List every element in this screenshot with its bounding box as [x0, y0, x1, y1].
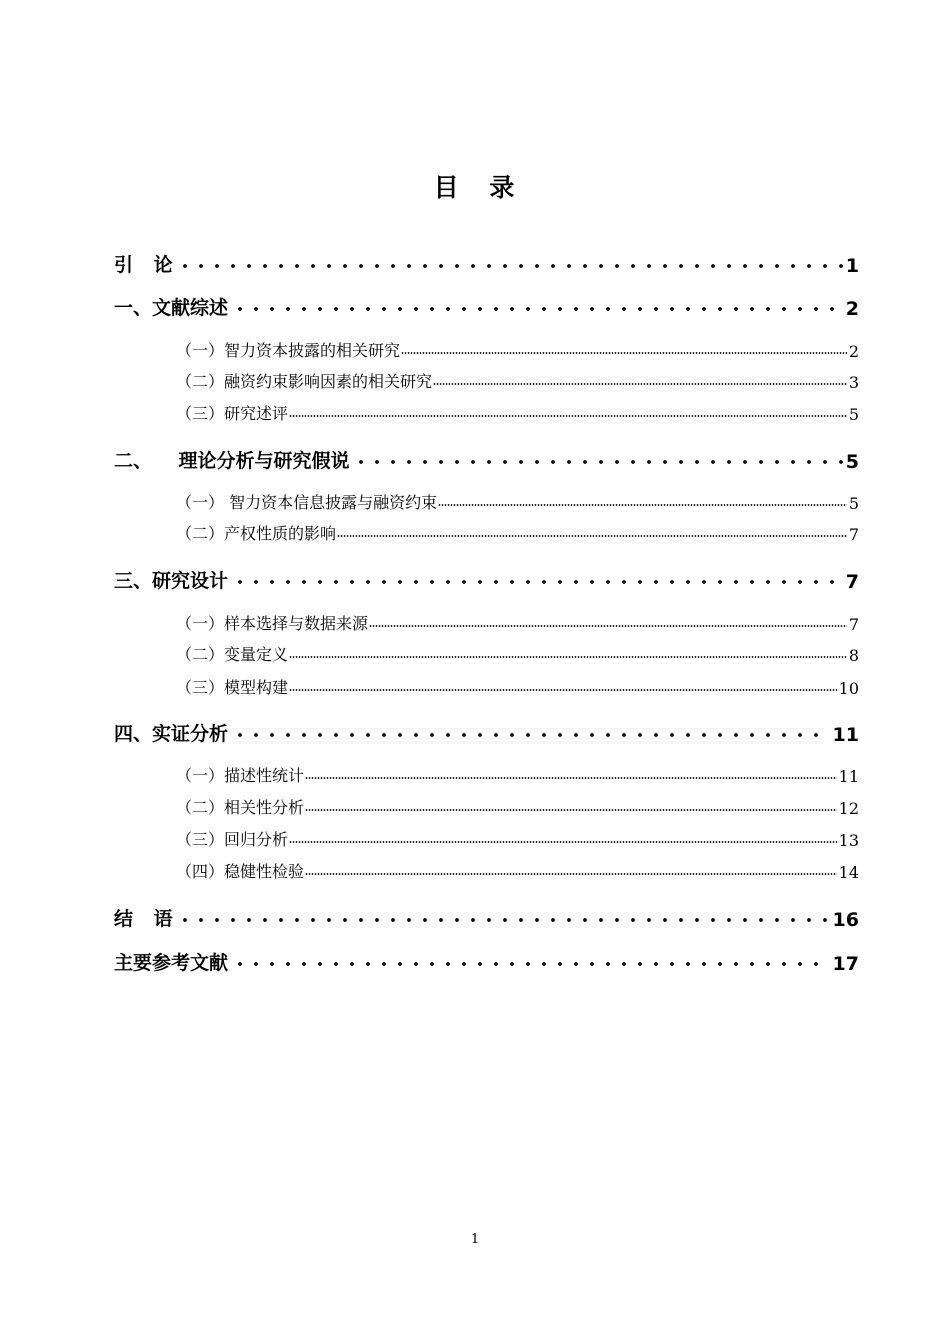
toc-entry[interactable]: [176, 491, 859, 513]
toc-entry-page: 7: [845, 571, 859, 593]
dot-leader: [173, 249, 846, 277]
toc-entry-label: 一、文献综述: [114, 297, 229, 319]
toc-entry-page: 7: [848, 615, 859, 634]
toc-entry[interactable]: [114, 718, 859, 746]
toc-entry-label: 结 语: [114, 908, 173, 930]
toc-entry[interactable]: [114, 565, 859, 593]
dot-leader: [288, 402, 849, 424]
toc-entry-label: （一）样本选择与数据来源: [176, 614, 369, 633]
toc-entry-label: （三）回归分析: [176, 830, 289, 849]
dot-leader: [349, 445, 845, 473]
toc-entry[interactable]: [176, 676, 859, 698]
toc-entry-page: 13: [838, 831, 859, 850]
toc-entry-label: （一） 智力资本信息披露与融资约束: [176, 493, 438, 512]
dot-leader: [228, 947, 833, 975]
dot-leader: [304, 796, 839, 818]
toc-entry-label: 三、研究设计: [114, 570, 229, 592]
toc-entry-label: （三）研究述评: [176, 404, 289, 423]
dot-leader: [173, 903, 833, 931]
toc-entry[interactable]: [114, 249, 859, 277]
dot-leader: [437, 491, 849, 513]
toc-entry-label: （二）相关性分析: [176, 798, 305, 817]
dot-leader: [228, 292, 846, 320]
dot-leader: [432, 370, 849, 392]
dot-leader: [336, 522, 849, 544]
dot-leader: [304, 860, 839, 882]
toc-entry-page: 16: [832, 909, 859, 931]
toc-entry-label: （二）融资约束影响因素的相关研究: [176, 372, 433, 391]
toc-entry-page: 5: [848, 494, 859, 513]
toc-entry-page: 14: [838, 863, 859, 882]
toc-entry-label: 四、实证分析: [114, 723, 229, 745]
toc-entry-page: 11: [832, 724, 859, 746]
dot-leader: [368, 612, 849, 634]
toc-entry[interactable]: [176, 764, 859, 786]
toc-entry-label: 引 论: [114, 254, 173, 276]
page-number: 1: [470, 1232, 480, 1247]
dot-leader: [304, 764, 839, 786]
toc-entry-label: （二）变量定义: [176, 645, 289, 664]
toc-entry-page: 12: [838, 799, 859, 818]
toc-title: 目 录: [433, 173, 517, 202]
toc-entry[interactable]: [114, 903, 859, 931]
toc-entry[interactable]: [176, 643, 859, 665]
dot-leader: [288, 676, 839, 698]
toc-entry[interactable]: [176, 612, 859, 634]
toc-entry[interactable]: [114, 445, 859, 473]
dot-leader: [288, 643, 849, 665]
toc-entry[interactable]: [176, 828, 859, 850]
toc-entry-page: 8: [848, 646, 859, 665]
toc-entry-label: （三）模型构建: [176, 678, 289, 697]
toc-entry-page: 7: [848, 525, 859, 544]
toc-entry-page: 2: [848, 342, 859, 361]
toc-entry-label: 二、 理论分析与研究假说: [114, 450, 350, 472]
dot-leader: [400, 339, 849, 361]
toc-entry-page: 2: [845, 298, 859, 320]
toc-entry[interactable]: [114, 947, 859, 975]
toc-entry[interactable]: [176, 860, 859, 882]
toc-entry[interactable]: [176, 402, 859, 424]
toc-entry-page: 1: [845, 255, 859, 277]
toc-entry-page: 11: [838, 767, 859, 786]
toc-entry[interactable]: [176, 339, 859, 361]
toc-entry[interactable]: [176, 522, 859, 544]
toc-entry-page: 3: [848, 373, 859, 392]
toc-entry[interactable]: [176, 370, 859, 392]
toc-entry-page: 10: [838, 679, 859, 698]
dot-leader: [228, 718, 833, 746]
toc-entry-page: 5: [848, 405, 859, 424]
toc-entry-label: （四）稳健性检验: [176, 862, 305, 881]
dot-leader: [228, 565, 846, 593]
toc-entry[interactable]: [176, 796, 859, 818]
toc-entry-label: （一）描述性统计: [176, 766, 305, 785]
toc-entry-label: （二）产权性质的影响: [176, 524, 337, 543]
toc-entry-page: 17: [832, 953, 859, 975]
toc-entry[interactable]: [114, 292, 859, 320]
toc-entry-page: 5: [845, 451, 859, 473]
toc-entry-label: 主要参考文献: [114, 952, 229, 974]
toc-entry-label: （一）智力资本披露的相关研究: [176, 341, 401, 360]
dot-leader: [288, 828, 839, 850]
